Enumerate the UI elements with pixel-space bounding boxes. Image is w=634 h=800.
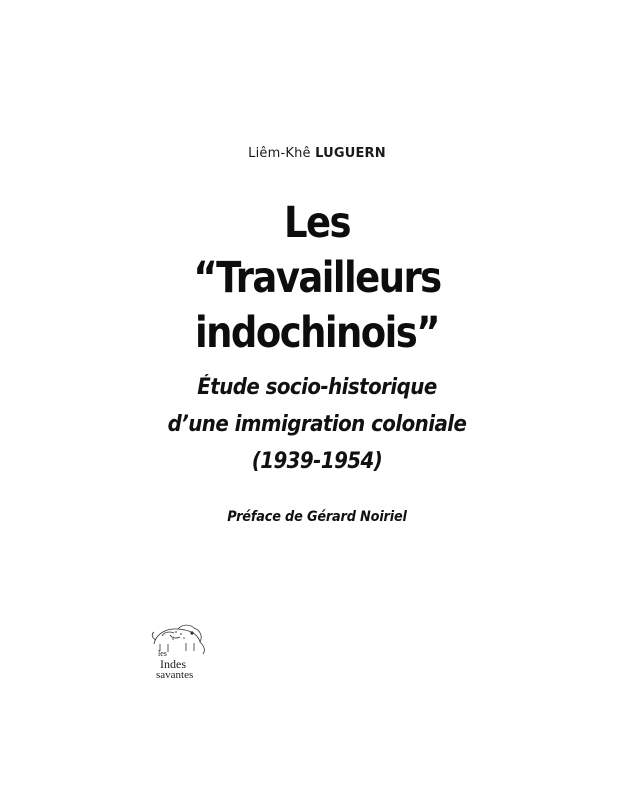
- publisher-word-les: les: [158, 649, 167, 658]
- author-name: [0, 146, 634, 161]
- publisher-word-indes: Indes: [160, 657, 186, 671]
- title-line-1: Les: [283, 198, 351, 248]
- preface-credit: Préface de Gérard Noiriel: [227, 509, 407, 525]
- subtitle-line-3: (1939-1954): [251, 449, 383, 474]
- author-last-name: LUGUERN: [315, 146, 386, 161]
- publisher-word-savantes: savantes: [156, 669, 194, 681]
- book-title: [44, 196, 589, 361]
- author-first-name: Liêm-Khê: [248, 146, 311, 161]
- publisher-logo: [148, 618, 220, 684]
- subtitle-line-1: Étude socio-historique: [197, 375, 437, 400]
- subtitle-line-2: d’une immigration coloniale: [167, 412, 467, 437]
- book-subtitle: [32, 369, 603, 480]
- title-line-3: indochinois”: [195, 308, 439, 358]
- publisher-name: [156, 648, 193, 681]
- title-line-2: “Travailleurs: [193, 253, 441, 303]
